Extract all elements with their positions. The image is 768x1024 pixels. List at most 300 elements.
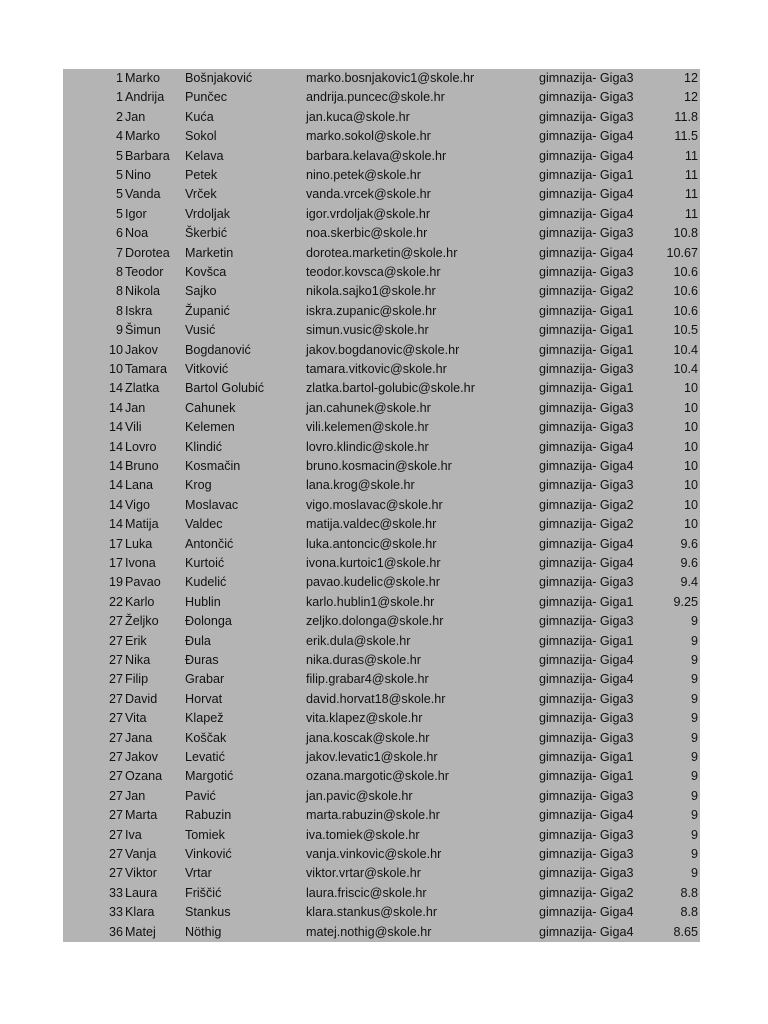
email-cell: noa.skerbic@skole.hr: [306, 226, 428, 241]
last-name-cell: Kosmačin: [185, 459, 241, 473]
first-name-cell: Matej: [125, 924, 156, 939]
school-cell: gimnazija- Giga3: [539, 362, 634, 376]
score-cell: 9: [690, 730, 698, 745]
last-name-cell: Horvat: [185, 691, 223, 706]
table-row: [63, 263, 700, 282]
score-cell: 10.6: [673, 265, 698, 279]
school-cell: gimnazija- Giga4: [539, 653, 634, 667]
score-cell: 10: [683, 517, 698, 532]
email-cell: filip.grabar4@skole.hr: [306, 672, 429, 687]
table-row: [63, 108, 700, 127]
score-cell: 9: [690, 788, 698, 803]
last-name-cell: Cahunek: [185, 400, 236, 415]
last-name-cell: Vusić: [185, 323, 216, 338]
email-cell: jakov.bogdanovic@skole.hr: [306, 342, 460, 357]
rank-cell: 27: [108, 827, 123, 842]
first-name-cell: Ozana: [125, 769, 163, 784]
last-name-cell: Kudelić: [185, 575, 227, 590]
first-name-cell: Vanda: [125, 187, 161, 202]
school-cell: gimnazija- Giga2: [539, 517, 634, 532]
table-row: [63, 496, 700, 515]
email-cell: lana.krog@skole.hr: [306, 478, 415, 493]
school-cell: gimnazija- Giga4: [539, 672, 634, 687]
table-row: [63, 399, 700, 418]
rank-cell: 2: [115, 109, 123, 124]
first-name-cell: Zlatka: [125, 381, 160, 396]
school-cell: gimnazija- Giga2: [539, 497, 634, 512]
last-name-cell: Margotić: [185, 769, 234, 784]
last-name-cell: Sajko: [185, 284, 217, 299]
first-name-cell: Jakov: [125, 750, 158, 764]
last-name-cell: Petek: [185, 168, 218, 182]
last-name-cell: Klapež: [185, 711, 224, 726]
table-row: [63, 806, 700, 825]
score-cell: 11: [684, 148, 698, 163]
rank-cell: 9: [115, 323, 123, 338]
score-cell: 9: [690, 633, 698, 648]
table-row: [63, 884, 700, 903]
school-cell: gimnazija- Giga1: [539, 323, 634, 338]
score-cell: 10: [683, 478, 698, 493]
first-name-cell: Ivona: [125, 556, 156, 570]
rank-cell: 27: [108, 847, 123, 861]
first-name-cell: Tamara: [125, 362, 167, 376]
email-cell: marko.bosnjakovic1@skole.hr: [306, 71, 475, 85]
school-cell: gimnazija- Giga3: [539, 71, 634, 85]
score-cell: 9.4: [680, 575, 698, 590]
score-cell: 9: [690, 808, 698, 823]
rank-cell: 14: [108, 400, 123, 415]
last-name-cell: Kuća: [185, 109, 214, 124]
last-name-cell: Rabuzin: [185, 808, 232, 823]
rank-cell: 33: [108, 905, 123, 920]
rank-cell: 36: [108, 924, 123, 939]
table-row: [63, 651, 700, 670]
score-cell: 10: [683, 459, 698, 473]
first-name-cell: Matija: [125, 517, 159, 532]
score-cell: 9: [690, 769, 698, 784]
score-cell: 11: [684, 168, 698, 182]
school-cell: gimnazija- Giga4: [539, 439, 634, 454]
last-name-cell: Marketin: [185, 245, 234, 260]
school-cell: gimnazija- Giga3: [539, 691, 634, 706]
school-cell: gimnazija- Giga4: [539, 187, 634, 202]
table-row: [63, 670, 700, 689]
school-cell: gimnazija- Giga4: [539, 459, 634, 473]
table-row: [63, 418, 700, 437]
school-cell: gimnazija- Giga4: [539, 148, 634, 163]
school-cell: gimnazija- Giga4: [539, 556, 634, 570]
table-row: [63, 341, 700, 360]
last-name-cell: Bogdanović: [185, 342, 251, 357]
last-name-cell: Levatić: [185, 750, 225, 764]
school-cell: gimnazija- Giga3: [539, 90, 634, 105]
score-cell: 10: [683, 400, 698, 415]
score-cell: 9: [690, 750, 698, 764]
school-cell: gimnazija- Giga4: [539, 536, 634, 551]
last-name-cell: Đolonga: [185, 614, 232, 629]
last-name-cell: Vrdoljak: [185, 206, 231, 221]
last-name-cell: Koščak: [185, 730, 227, 745]
first-name-cell: Jan: [125, 788, 146, 803]
score-cell: 10: [683, 439, 698, 454]
score-cell: 10.67: [666, 245, 698, 260]
table-row: [63, 147, 700, 166]
last-name-cell: Antončić: [185, 536, 234, 551]
first-name-cell: Andrija: [125, 90, 165, 105]
table-row: [63, 69, 700, 88]
score-cell: 10.8: [673, 226, 698, 241]
rank-cell: 27: [108, 653, 123, 667]
email-cell: lovro.klindic@skole.hr: [306, 439, 429, 454]
email-cell: teodor.kovsca@skole.hr: [306, 265, 441, 279]
email-cell: vanda.vrcek@skole.hr: [306, 187, 431, 202]
last-name-cell: Županić: [185, 303, 230, 318]
rank-cell: 8: [115, 265, 123, 279]
score-cell: 9: [690, 711, 698, 726]
table-row: [63, 632, 700, 651]
last-name-cell: Bošnjaković: [185, 71, 253, 85]
table-row: [63, 709, 700, 728]
email-cell: vanja.vinkovic@skole.hr: [306, 847, 442, 861]
last-name-cell: Moslavac: [185, 497, 239, 512]
school-cell: gimnazija- Giga4: [539, 924, 634, 939]
last-name-cell: Nöthig: [185, 924, 222, 939]
email-cell: jan.kuca@skole.hr: [306, 109, 410, 124]
score-cell: 10.4: [673, 362, 698, 376]
last-name-cell: Friščić: [185, 885, 222, 900]
score-cell: 8.8: [680, 905, 698, 920]
table-row: [63, 903, 700, 922]
score-cell: 10: [683, 381, 698, 396]
first-name-cell: Marko: [125, 129, 160, 144]
email-cell: barbara.kelava@skole.hr: [306, 148, 447, 163]
school-cell: gimnazija- Giga4: [539, 129, 634, 144]
school-cell: gimnazija- Giga1: [539, 342, 634, 357]
score-cell: 11: [684, 206, 698, 221]
table-row: [63, 321, 700, 340]
score-cell: 12: [683, 71, 698, 85]
table-row: [63, 573, 700, 592]
school-cell: gimnazija- Giga3: [539, 478, 634, 493]
rank-cell: 4: [115, 129, 123, 144]
school-cell: gimnazija- Giga3: [539, 400, 634, 415]
first-name-cell: Vita: [125, 711, 147, 726]
rank-cell: 27: [108, 866, 123, 881]
school-cell: gimnazija- Giga3: [539, 827, 634, 842]
table-row: [63, 185, 700, 204]
score-cell: 9.6: [680, 536, 698, 551]
school-cell: gimnazija- Giga3: [539, 226, 634, 241]
first-name-cell: Teodor: [125, 265, 164, 279]
email-cell: matija.valdec@skole.hr: [306, 517, 437, 532]
table-row: [63, 438, 700, 457]
email-cell: klara.stankus@skole.hr: [306, 905, 438, 920]
rank-cell: 27: [108, 808, 123, 823]
last-name-cell: Kelava: [185, 148, 224, 163]
last-name-cell: Kurtoić: [185, 556, 225, 570]
school-cell: gimnazija- Giga4: [539, 905, 634, 920]
score-cell: 11.8: [674, 109, 698, 124]
first-name-cell: Nikola: [125, 284, 160, 299]
school-cell: gimnazija- Giga3: [539, 614, 634, 629]
first-name-cell: Vanja: [125, 847, 157, 861]
table-row: [63, 767, 700, 786]
table-row: [63, 729, 700, 748]
email-cell: karlo.hublin1@skole.hr: [306, 594, 435, 609]
school-cell: gimnazija- Giga1: [539, 303, 634, 318]
rank-cell: 27: [108, 788, 123, 803]
school-cell: gimnazija- Giga2: [539, 284, 634, 299]
last-name-cell: Đula: [185, 633, 211, 648]
school-cell: gimnazija- Giga3: [539, 866, 634, 881]
school-cell: gimnazija- Giga1: [539, 594, 634, 609]
email-cell: igor.vrdoljak@skole.hr: [306, 206, 431, 221]
first-name-cell: Jakov: [125, 342, 158, 357]
last-name-cell: Vrtar: [185, 866, 212, 881]
school-cell: gimnazija- Giga1: [539, 168, 634, 182]
score-cell: 8.65: [673, 924, 698, 939]
first-name-cell: Viktor: [125, 866, 157, 881]
rank-cell: 10: [108, 342, 123, 357]
score-cell: 9: [690, 672, 698, 687]
last-name-cell: Đuras: [185, 653, 219, 667]
school-cell: gimnazija- Giga3: [539, 711, 634, 726]
school-cell: gimnazija- Giga3: [539, 730, 634, 745]
first-name-cell: Bruno: [125, 459, 159, 473]
email-cell: luka.antoncic@skole.hr: [306, 536, 437, 551]
last-name-cell: Grabar: [185, 672, 225, 687]
first-name-cell: Filip: [125, 672, 149, 687]
table-row: [63, 923, 700, 942]
email-cell: andrija.puncec@skole.hr: [306, 90, 445, 105]
results-sheet: [63, 69, 700, 942]
email-cell: zlatka.bartol-golubic@skole.hr: [306, 381, 475, 396]
rank-cell: 5: [115, 148, 123, 163]
table-row: [63, 845, 700, 864]
email-cell: iva.tomiek@skole.hr: [306, 827, 420, 842]
score-cell: 9.25: [673, 594, 698, 609]
school-cell: gimnazija- Giga3: [539, 420, 634, 435]
email-cell: nika.duras@skole.hr: [306, 653, 421, 667]
rank-cell: 27: [108, 730, 123, 745]
score-cell: 11.5: [674, 129, 698, 144]
table-row: [63, 476, 700, 495]
school-cell: gimnazija- Giga1: [539, 633, 634, 648]
rank-cell: 5: [115, 168, 123, 182]
email-cell: viktor.vrtar@skole.hr: [306, 866, 421, 881]
email-cell: tamara.vitkovic@skole.hr: [306, 362, 447, 376]
score-cell: 8.8: [680, 885, 698, 900]
score-cell: 9: [690, 691, 698, 706]
table-row: [63, 593, 700, 612]
score-cell: 10: [683, 497, 698, 512]
first-name-cell: Erik: [125, 633, 147, 648]
first-name-cell: Klara: [125, 905, 155, 920]
score-cell: 9: [690, 847, 698, 861]
first-name-cell: Jan: [125, 400, 146, 415]
email-cell: zeljko.dolonga@skole.hr: [306, 614, 444, 629]
first-name-cell: Marta: [125, 808, 158, 823]
rank-cell: 27: [108, 672, 123, 687]
score-cell: 9: [690, 614, 698, 629]
school-cell: gimnazija- Giga3: [539, 847, 634, 861]
table-row: [63, 535, 700, 554]
rank-cell: 14: [108, 420, 123, 435]
email-cell: ivona.kurtoic1@skole.hr: [306, 556, 441, 570]
first-name-cell: Lovro: [125, 439, 157, 454]
email-cell: matej.nothig@skole.hr: [306, 924, 432, 939]
first-name-cell: Nino: [125, 168, 151, 182]
rank-cell: 8: [115, 303, 123, 318]
school-cell: gimnazija- Giga3: [539, 109, 634, 124]
table-row: [63, 379, 700, 398]
table-row: [63, 127, 700, 146]
last-name-cell: Stankus: [185, 905, 231, 920]
rank-cell: 14: [108, 439, 123, 454]
first-name-cell: Dorotea: [125, 245, 170, 260]
score-cell: 10: [683, 420, 698, 435]
rank-cell: 14: [108, 459, 123, 473]
first-name-cell: Šimun: [125, 323, 161, 338]
email-cell: dorotea.marketin@skole.hr: [306, 245, 458, 260]
rank-cell: 27: [108, 711, 123, 726]
school-cell: gimnazija- Giga1: [539, 750, 634, 764]
table-row: [63, 360, 700, 379]
table-row: [63, 515, 700, 534]
school-cell: gimnazija- Giga1: [539, 381, 634, 396]
school-cell: gimnazija- Giga2: [539, 885, 634, 900]
score-cell: 10.6: [673, 284, 698, 299]
rank-cell: 5: [115, 206, 123, 221]
email-cell: ozana.margotic@skole.hr: [306, 769, 449, 784]
school-cell: gimnazija- Giga3: [539, 788, 634, 803]
last-name-cell: Kovšca: [185, 265, 227, 279]
email-cell: nino.petek@skole.hr: [306, 168, 421, 182]
table-row: [63, 244, 700, 263]
table-row: [63, 88, 700, 107]
first-name-cell: Vigo: [125, 497, 150, 512]
table-row: [63, 224, 700, 243]
table-row: [63, 690, 700, 709]
email-cell: jakov.levatic1@skole.hr: [306, 750, 438, 764]
first-name-cell: Marko: [125, 71, 160, 85]
first-name-cell: Pavao: [125, 575, 161, 590]
last-name-cell: Sokol: [185, 129, 217, 144]
score-cell: 11: [684, 187, 698, 202]
email-cell: marta.rabuzin@skole.hr: [306, 808, 440, 823]
table-row: [63, 748, 700, 767]
email-cell: simun.vusic@skole.hr: [306, 323, 429, 338]
table-row: [63, 612, 700, 631]
table-row: [63, 554, 700, 573]
first-name-cell: Vili: [125, 420, 142, 435]
first-name-cell: Lana: [125, 478, 154, 493]
rank-cell: 22: [108, 594, 123, 609]
table-row: [63, 457, 700, 476]
last-name-cell: Punčec: [185, 90, 228, 105]
rank-cell: 10: [108, 362, 123, 376]
last-name-cell: Klindić: [185, 439, 223, 454]
rank-cell: 33: [108, 885, 123, 900]
email-cell: jan.cahunek@skole.hr: [306, 400, 431, 415]
rank-cell: 14: [108, 517, 123, 532]
rank-cell: 14: [108, 497, 123, 512]
last-name-cell: Pavić: [185, 788, 216, 803]
email-cell: vita.klapez@skole.hr: [306, 711, 423, 726]
rank-cell: 8: [115, 284, 123, 299]
first-name-cell: Luka: [125, 536, 153, 551]
rank-cell: 14: [108, 381, 123, 396]
school-cell: gimnazija- Giga3: [539, 265, 634, 279]
email-cell: vigo.moslavac@skole.hr: [306, 497, 443, 512]
first-name-cell: Noa: [125, 226, 149, 241]
school-cell: gimnazija- Giga1: [539, 769, 634, 784]
school-cell: gimnazija- Giga3: [539, 575, 634, 590]
first-name-cell: Jana: [125, 730, 153, 745]
table-row: [63, 787, 700, 806]
email-cell: david.horvat18@skole.hr: [306, 691, 446, 706]
table-row: [63, 302, 700, 321]
last-name-cell: Hublin: [185, 594, 221, 609]
score-cell: 10.4: [673, 342, 698, 357]
rank-cell: 1: [115, 90, 123, 105]
email-cell: jan.pavic@skole.hr: [306, 788, 413, 803]
first-name-cell: Nika: [125, 653, 151, 667]
rank-cell: 27: [108, 633, 123, 648]
rank-cell: 27: [108, 614, 123, 629]
score-cell: 10.5: [673, 323, 698, 338]
score-cell: 12: [683, 90, 698, 105]
email-cell: pavao.kudelic@skole.hr: [306, 575, 440, 590]
last-name-cell: Bartol Golubić: [185, 381, 265, 396]
rank-cell: 27: [108, 750, 123, 764]
last-name-cell: Valdec: [185, 517, 223, 532]
first-name-cell: Jan: [125, 109, 146, 124]
rank-cell: 17: [108, 536, 123, 551]
email-cell: laura.friscic@skole.hr: [306, 885, 427, 900]
school-cell: gimnazija- Giga4: [539, 808, 634, 823]
first-name-cell: David: [125, 691, 158, 706]
last-name-cell: Vrček: [185, 187, 217, 202]
rank-cell: 1: [115, 71, 123, 85]
rank-cell: 19: [108, 575, 123, 590]
score-cell: 9.6: [680, 556, 698, 570]
table-row: [63, 282, 700, 301]
first-name-cell: Karlo: [125, 594, 155, 609]
rank-cell: 27: [108, 691, 123, 706]
last-name-cell: Kelemen: [185, 420, 235, 435]
email-cell: jana.koscak@skole.hr: [306, 730, 430, 745]
rank-cell: 6: [115, 226, 123, 241]
first-name-cell: Iskra: [125, 303, 153, 318]
rank-cell: 7: [115, 245, 123, 260]
email-cell: vili.kelemen@skole.hr: [306, 420, 429, 435]
last-name-cell: Škerbić: [185, 226, 227, 241]
first-name-cell: Laura: [125, 885, 158, 900]
school-cell: gimnazija- Giga4: [539, 206, 634, 221]
score-cell: 10.6: [673, 303, 698, 318]
first-name-cell: Željko: [125, 614, 159, 629]
email-cell: iskra.zupanic@skole.hr: [306, 303, 437, 318]
score-cell: 9: [690, 827, 698, 842]
email-cell: erik.dula@skole.hr: [306, 633, 411, 648]
email-cell: bruno.kosmacin@skole.hr: [306, 459, 452, 473]
table-row: [63, 864, 700, 883]
first-name-cell: Barbara: [125, 148, 170, 163]
last-name-cell: Vinković: [185, 847, 232, 861]
first-name-cell: Iva: [125, 827, 142, 842]
